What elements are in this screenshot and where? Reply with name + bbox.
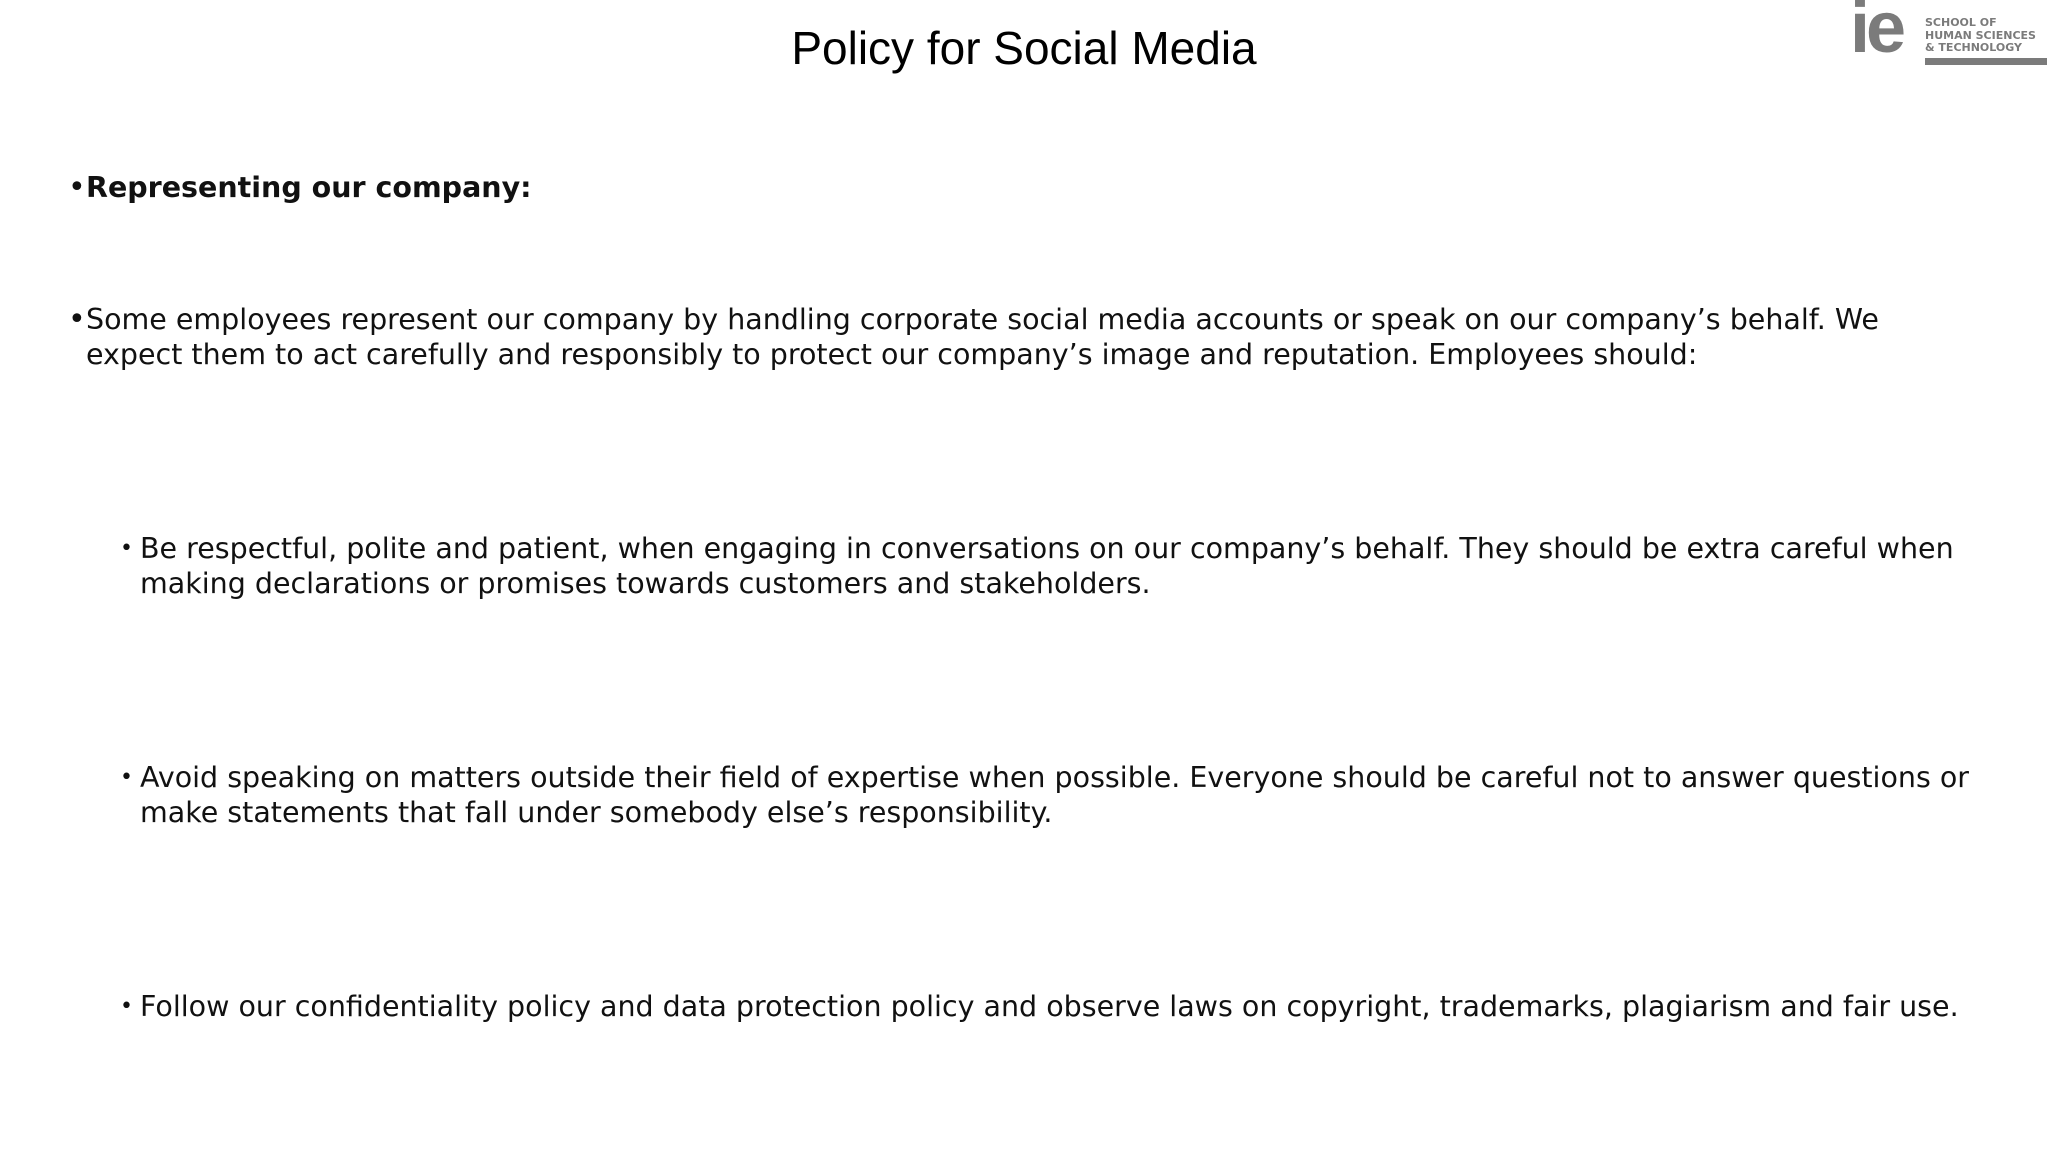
sub-bullet-text: Follow our confidentiality policy and data protection policy and observe laws on copyright, trademarks, plagiarism and fair use. [140, 990, 1959, 1023]
sub-bullet-respectful [120, 531, 2000, 601]
bullet-heading [68, 170, 1986, 205]
intro-text: Some employees represent our company by handling corporate social media accounts or speak on our company’s behalf. We expect them to act carefully and responsibly to protect our company’s image and reputation. Employees should: [86, 303, 1879, 371]
heading-text: Representing our company: [86, 171, 532, 204]
logo-mark: ie [1850, 0, 1903, 68]
bullet-icon: • [120, 536, 133, 561]
bullet-icon: • [68, 302, 86, 337]
slide-title: Policy for Social Media [791, 22, 1257, 74]
logo-line-2: HUMAN SCIENCES [1925, 28, 2036, 42]
logo-underline-bar [1925, 58, 2047, 65]
logo-line-1: SCHOOL OF [1925, 16, 1997, 29]
bullet-icon: • [120, 994, 133, 1019]
logo-line-3: & TECHNOLOGY [1925, 41, 2022, 54]
logo-wordmark [1925, 17, 2036, 55]
bullet-icon: • [68, 170, 86, 205]
sub-bullet-text: Avoid speaking on matters outside their field of expertise when possible. Everyone should be careful not to answer questions or make statements that fall under somebody else’s responsibility. [140, 761, 1970, 829]
sub-bullet-confidentiality [120, 989, 2030, 1024]
ie-school-logo [1850, 2, 2048, 68]
bullet-icon: • [120, 765, 133, 790]
sub-bullet-expertise [120, 760, 2000, 830]
sub-bullet-text: Be respectful, polite and patient, when engaging in conversations on our company’s behalf. They should be extra careful when making declarations or promises towards customers and stakeholders. [140, 532, 1954, 600]
bullet-intro [68, 302, 1966, 372]
